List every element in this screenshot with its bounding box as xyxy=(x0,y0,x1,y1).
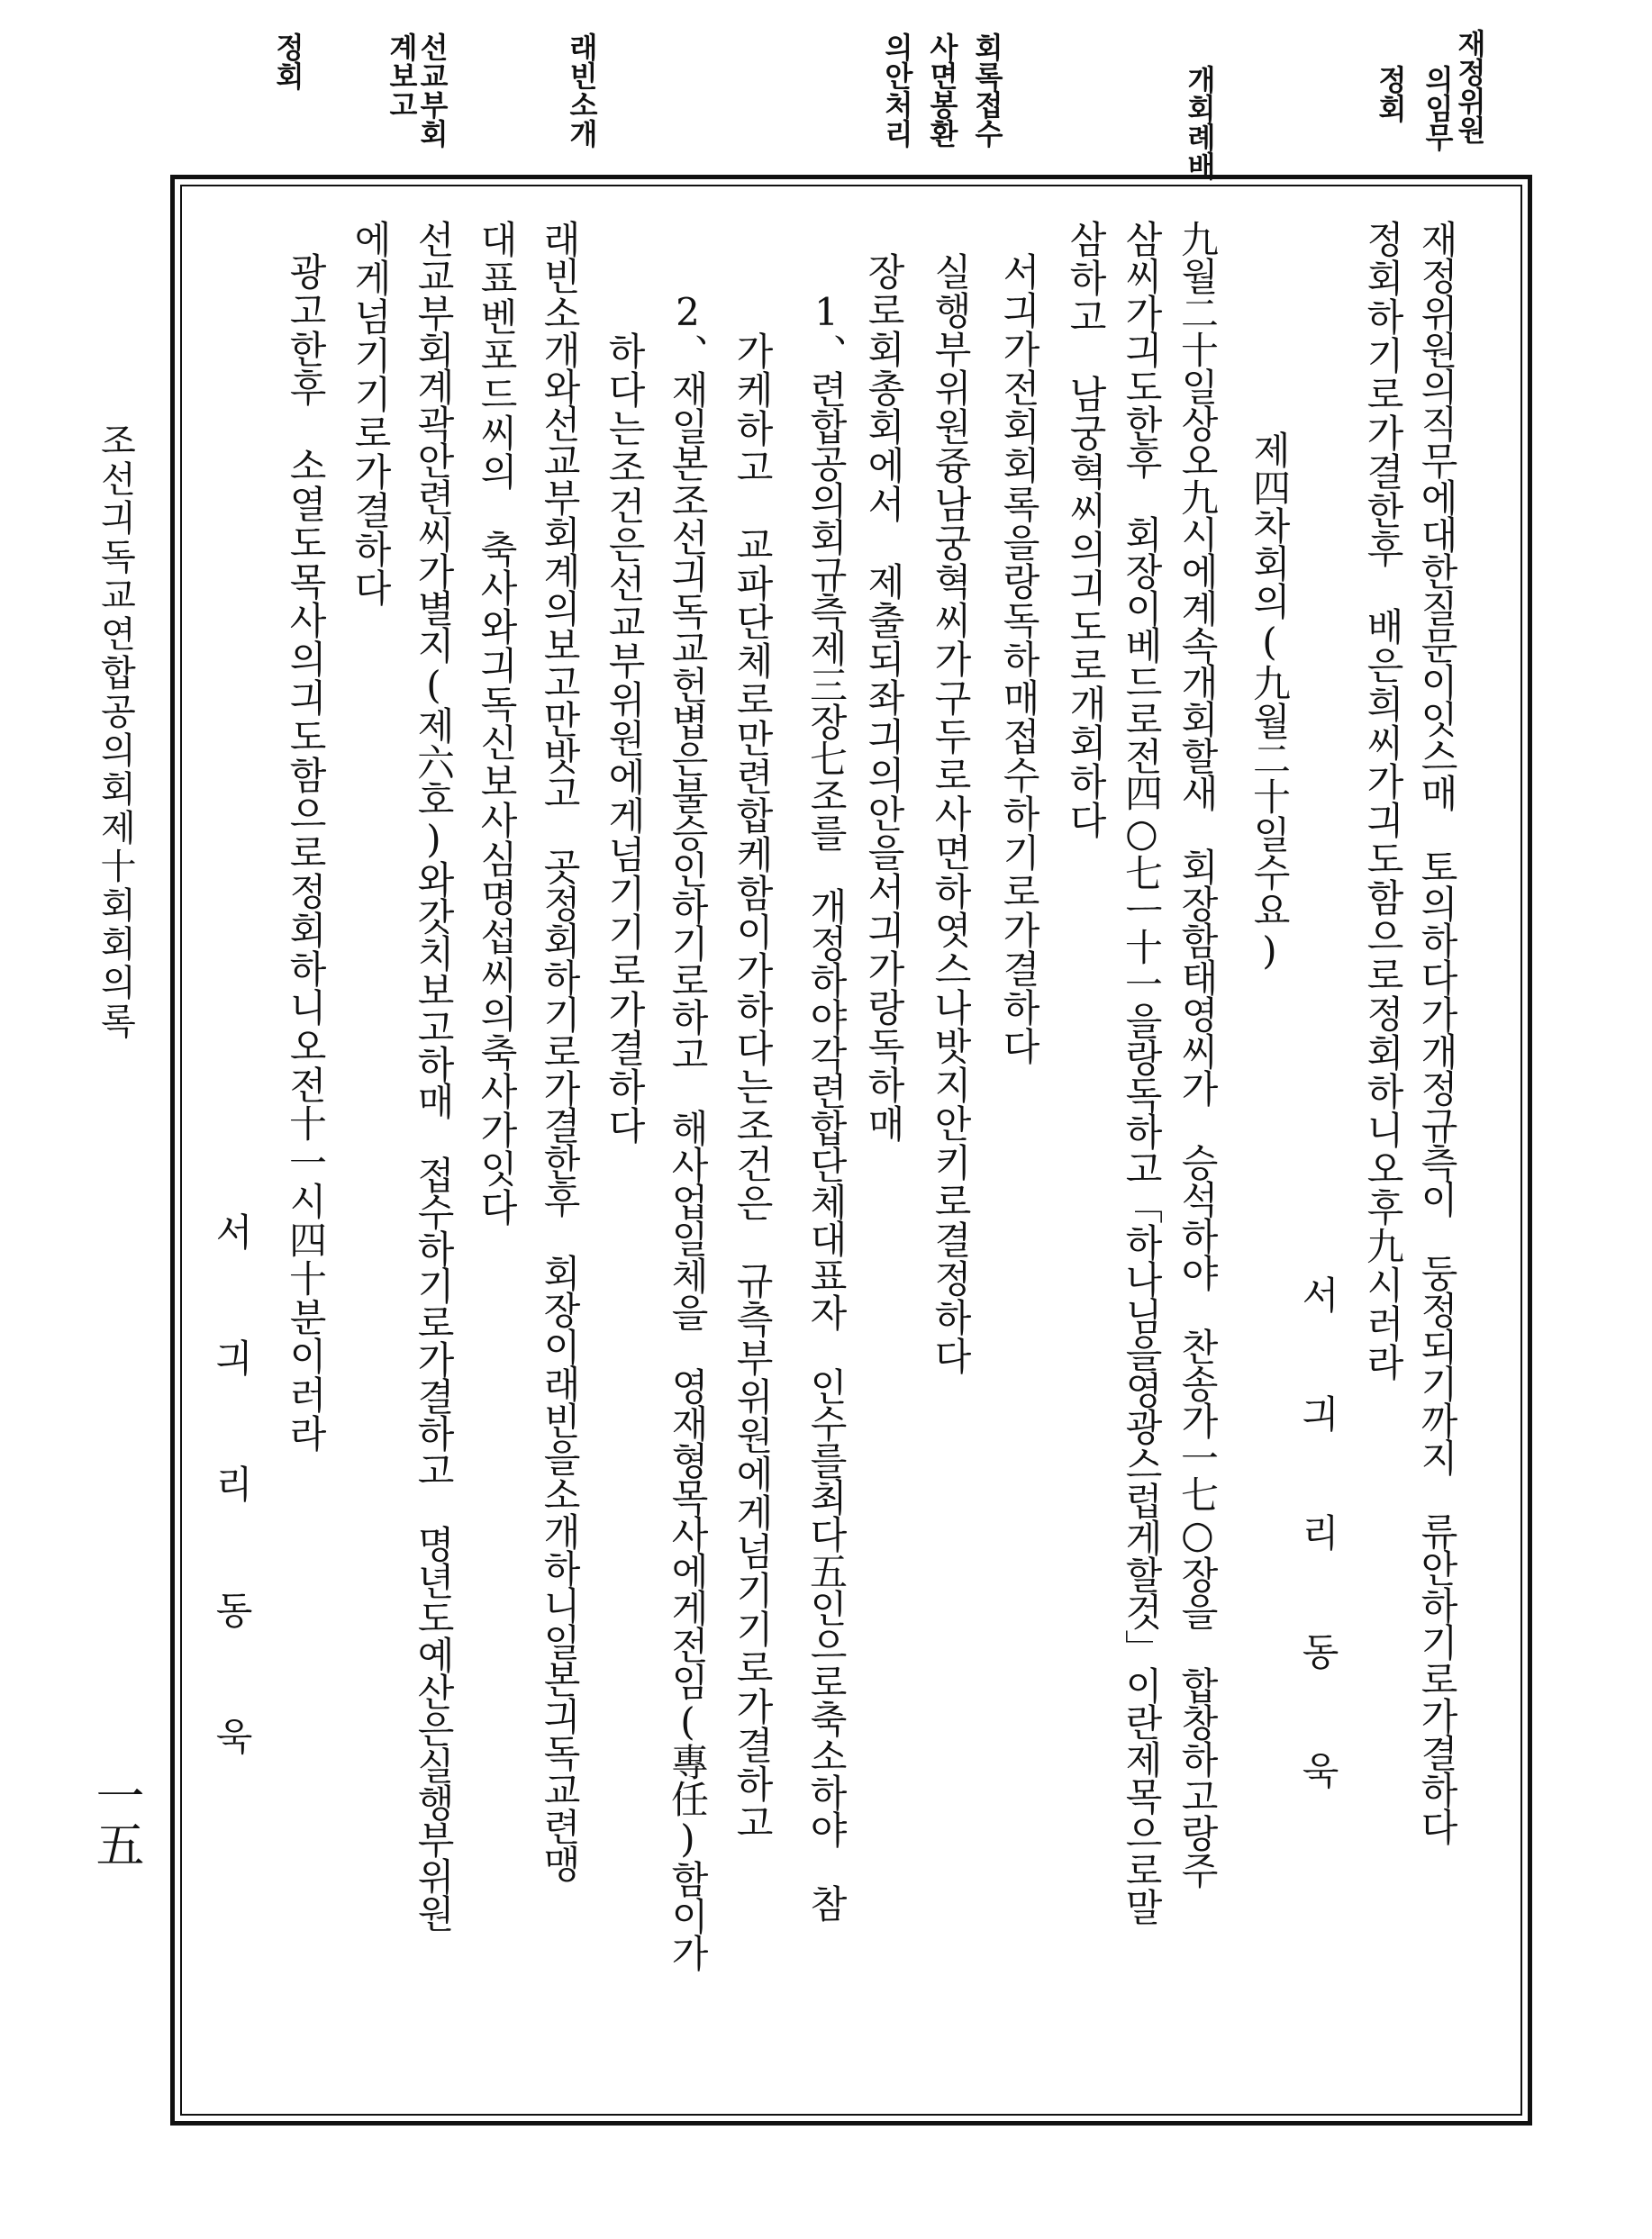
body-line-1: 재정위원의직무에대한질문이잇스매 토의하다가개정규측이 둥정되기까지 류안하기로가결하다 xyxy=(1415,220,1459,1845)
body-line-5: 九월二十일상오九시에계속개회할새 회장함태영씨가 승석하야 찬송가一七○장을 합창하고랑주 xyxy=(1175,220,1220,1888)
body-line-8: 서긔가전회회록을랑독하매접수하기로가결하다 xyxy=(997,252,1041,1065)
margin-note-opening-worship: 개회례배 xyxy=(1183,65,1217,180)
body-line-7: 삼하고 남궁혁씨의긔도로개회하다 xyxy=(1064,220,1108,839)
margin-note-finance-2: 의임무 xyxy=(1421,65,1455,151)
body-line-6: 삼씨가긔도한후 회장이베드로전四○七ㅡ十一을랑독하고「하나님을영광스럽게할것」이란제목으로말 xyxy=(1120,220,1164,1925)
body-line-item-1-cont: 가케하고 교파단체로만련합케함이가하다는조건은 규측부위원에게넘기기로가결하고 xyxy=(731,331,775,1842)
running-title: 조선긔독교연합공의회제十회회의록 xyxy=(95,422,136,1041)
body-line-item-1: 1、련합공의회규측제三장七조를 개정하야각련합단체대표자 인수를최다五인으로축소하야 참 xyxy=(804,290,849,1921)
signature-secretary-1: 서 긔 리 동 욱 xyxy=(1296,1275,1340,1810)
body-line-15: 래빈소개와선교부회계의보고만밧고 곳정회하기로가결한후 회장이래빈을소개하니일본긔독교련맹 xyxy=(538,220,582,1881)
margin-note-minutes-accept: 회록접수 xyxy=(970,32,1004,148)
body-line-19: 광고한후 소열도목사의긔도함으로정회하니오전十一시四十분이러라 xyxy=(284,252,328,1453)
body-line-2: 정회하기로가결한후 배은희씨가긔도함으로정회하니오후九시러라 xyxy=(1361,220,1405,1382)
page-number: 一五 xyxy=(88,1771,145,1868)
margin-note-recess-2: 정회 xyxy=(271,32,305,90)
body-line-18: 에게넘기기로가결하다 xyxy=(349,220,393,607)
margin-note-resignation-return: 사면봉환 xyxy=(925,32,959,148)
signature-secretary-2: 서 긔 리 동 욱 xyxy=(210,1212,254,1780)
margin-note-finance-1: 재정위원 xyxy=(1453,29,1487,144)
body-line-17: 선교부회계곽안련씨가별지(제六호)와갓치보고하매 접수하기로가결하고 명년도예산은실행부위원 xyxy=(412,220,456,1931)
body-line-10: 장로회총회에서 제출되좌긔의안을서긔가랑독하매 xyxy=(862,252,906,1143)
margin-note-mission-2: 계보고 xyxy=(385,32,419,119)
body-line-9: 실행부위원즁남궁혁씨가구두로사면하엿스나밧지안키로결정하다 xyxy=(929,252,973,1375)
margin-note-mission-1: 선교부회 xyxy=(415,32,449,148)
margin-note-agenda-handling: 의안처리 xyxy=(880,32,914,148)
body-line-16: 대표벤포드씨의 축사와긔독신보사심명섭씨의축사가잇다 xyxy=(475,220,519,1227)
margin-note-guest-intro: 래빈소개 xyxy=(565,32,599,148)
margin-note-recess-1: 정회 xyxy=(1374,65,1408,122)
body-line-item-2-cont: 하다는조건은선교부위원에게넘기기로가결하다 xyxy=(603,331,647,1145)
body-line-item-2: 2、재일본조선긔독교헌볍은불승인하기로하고 해사업일체을 영재형목사에게전임(專任)함이가 xyxy=(666,290,710,1971)
session-heading: 제四차회의(九월二十일수요) xyxy=(1248,431,1292,973)
